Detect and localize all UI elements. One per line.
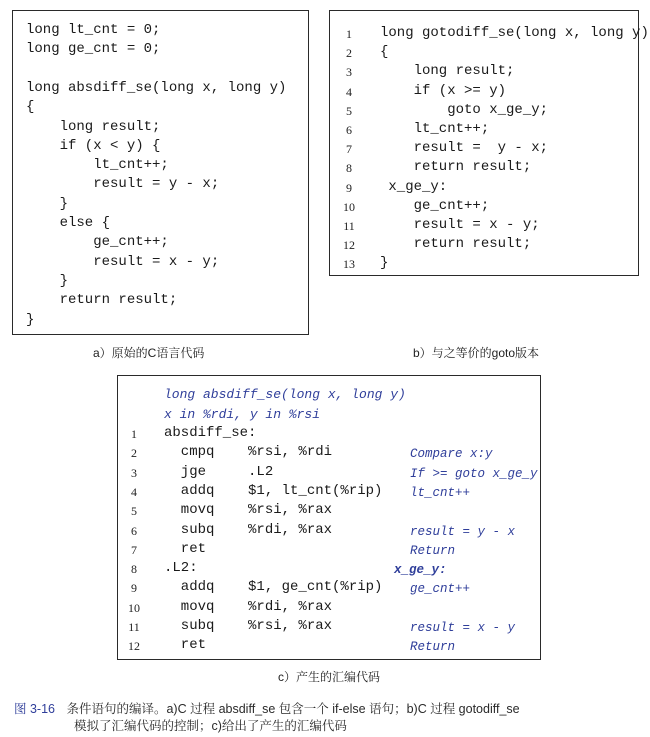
asm-header-line: x in %rdi, y in %rsi [164, 406, 321, 422]
line-number: 8 [131, 562, 137, 577]
asm-code-line: movq %rsi, %rax [164, 502, 333, 519]
line-number: 5 [346, 103, 352, 118]
line-number: 10 [128, 600, 140, 615]
code-line: else { [26, 215, 111, 231]
code-line: result = y - x; [26, 176, 220, 193]
figure-caption-text: 条件语句的编译。a)C 过程 absdiff_se 包含一个 if-else 语句；b)C 过程 gotodiff_se [66, 702, 520, 716]
asm-comment: result = y - x [410, 524, 516, 539]
code-line: result = x - y; [380, 217, 540, 233]
line-number: 2 [131, 446, 137, 461]
asm-comment: Return [410, 640, 456, 655]
line-number: 12 [128, 639, 140, 654]
asm-comment: Compare x:y [410, 447, 493, 462]
panel-b-box [329, 10, 649, 276]
code-line: return result; [380, 236, 532, 253]
code-line: } [26, 195, 69, 212]
panel-a-box [12, 10, 309, 335]
line-number: 9 [131, 581, 137, 596]
asm-comment: If >= goto x_ge_y [410, 466, 538, 481]
line-number: 3 [346, 65, 352, 80]
line-number: 10 [343, 199, 355, 214]
asm-code-line: ret [164, 637, 207, 654]
code-line: } [26, 272, 69, 289]
code-line: result = y - x; [380, 140, 549, 157]
asm-code-line: movq %rdi, %rax [164, 598, 333, 615]
asm-code-line: .L2: [164, 560, 198, 577]
code-line: return result; [26, 292, 178, 309]
line-number: 8 [346, 161, 352, 176]
asm-comment: lt_cnt++ [410, 485, 471, 500]
asm-code-line: addq $1, lt_cnt(%rip) [164, 482, 383, 499]
asm-comment: x_ge_y: [394, 563, 447, 578]
asm-code-line: subq %rdi, %rax [164, 521, 333, 538]
code-line: goto x_ge_y; [380, 101, 549, 118]
line-number: 5 [131, 504, 137, 519]
code-line: } [26, 311, 35, 328]
figure-caption-line2: 模拟了汇编代码的控制；c)给出了产生的汇编代码 [74, 719, 347, 733]
asm-code-line: cmpq %rsi, %rdi [164, 444, 333, 461]
code-line: { [380, 44, 389, 61]
figure-number: 图 3-16 [14, 702, 55, 716]
code-line: lt_cnt++; [380, 121, 490, 137]
line-number: 9 [346, 180, 352, 195]
code-line: ge_cnt++; [26, 234, 169, 251]
panel-a-caption: a）原始的C语言代码 [93, 346, 205, 360]
line-number: 7 [131, 542, 137, 557]
panel-b-caption: b）与之等价的goto版本 [413, 346, 540, 360]
line-number: 4 [346, 84, 352, 99]
code-line: x_ge_y: [380, 178, 448, 195]
asm-comment: Return [410, 543, 456, 558]
code-line: long result; [26, 118, 161, 135]
code-line: } [380, 255, 389, 272]
asm-code-line: jge .L2 [164, 463, 274, 480]
code-line: long lt_cnt = 0; [26, 22, 161, 38]
code-line: result = x - y; [26, 253, 220, 270]
line-number: 11 [343, 219, 355, 233]
line-number: 1 [346, 27, 352, 41]
code-line: long absdiff_se(long x, long y) [26, 79, 287, 96]
asm-code-line: subq %rsi, %rax [164, 618, 333, 634]
panel-c-box [117, 375, 541, 660]
line-number: 12 [343, 238, 355, 253]
asm-code-line: addq $1, ge_cnt(%rip) [164, 579, 383, 596]
line-number: 4 [131, 484, 137, 499]
code-line: long result; [380, 63, 515, 80]
line-number: 11 [128, 620, 140, 634]
asm-header-line: long absdiff_se(long x, long y) [164, 387, 406, 402]
code-line: { [26, 99, 35, 116]
asm-comment: ge_cnt++ [410, 582, 471, 597]
figure-caption-line1 [14, 699, 520, 717]
code-line: lt_cnt++; [26, 157, 169, 174]
panel-c-caption: c）产生的汇编代码 [278, 670, 381, 684]
line-number: 6 [346, 123, 352, 137]
line-number: 2 [346, 46, 352, 61]
line-number: 1 [131, 427, 137, 441]
line-number: 6 [131, 523, 137, 538]
code-line: ge_cnt++; [380, 197, 490, 214]
asm-code-line: absdiff_se: [164, 425, 257, 441]
line-number: 7 [346, 142, 352, 157]
asm-code-line: ret [164, 540, 207, 557]
code-line: if (x < y) { [26, 137, 161, 154]
code-line: if (x >= y) [380, 82, 507, 99]
line-number: 3 [131, 465, 137, 480]
code-line: long ge_cnt = 0; [26, 41, 161, 58]
asm-comment: result = x - y [410, 621, 516, 635]
code-line: return result; [380, 159, 532, 176]
line-number: 13 [343, 257, 355, 272]
code-line: long gotodiff_se(long x, long y) [380, 25, 649, 41]
